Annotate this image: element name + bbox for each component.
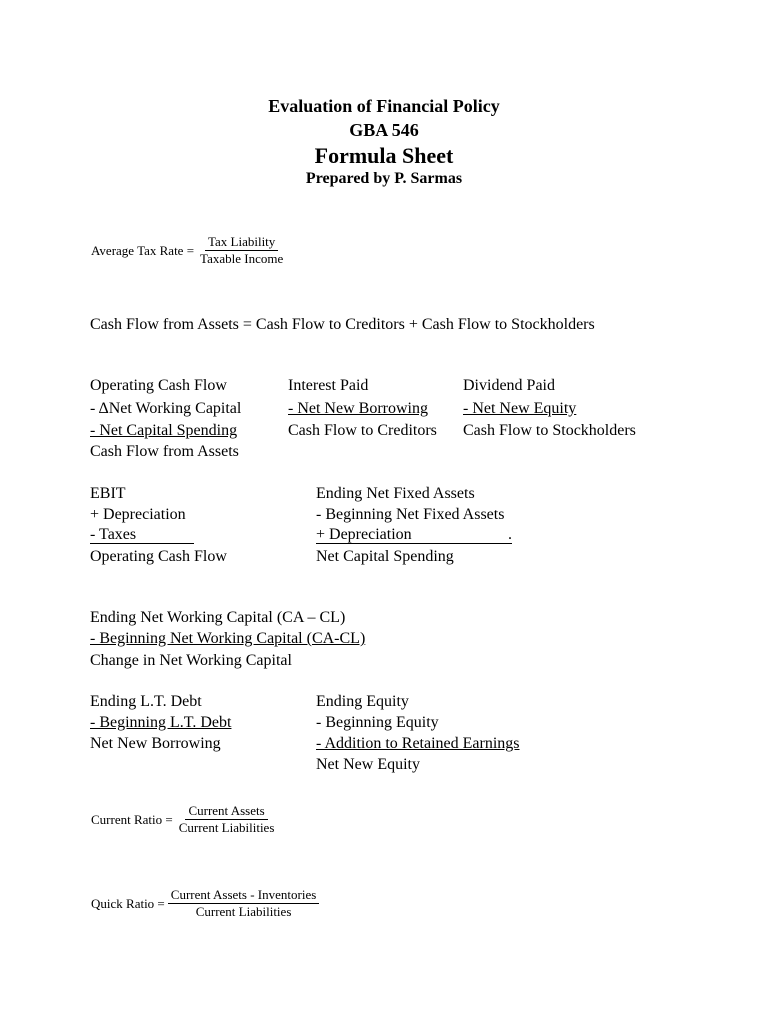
ncs-line-4: Net Capital Spending: [316, 548, 454, 565]
formula-label: Current Ratio =: [91, 811, 173, 827]
cfa-line-3: - Net Capital Spending: [90, 422, 238, 439]
cash-flow-identity: Cash Flow from Assets = Cash Flow to Creditors + Cash Flow to Stockholders: [90, 316, 595, 333]
borrowing-line-1: Ending L.T. Debt: [90, 693, 202, 710]
ocf-line-1: EBIT: [90, 485, 126, 502]
cfc-line-3: Cash Flow to Creditors: [288, 422, 437, 439]
cfc-line-2: - Net New Borrowing: [288, 400, 428, 417]
equity-line-4: Net New Equity: [316, 756, 420, 773]
numerator: Tax Liability: [205, 234, 278, 251]
ncs-line-3-text: + Depreciation: [316, 526, 412, 543]
cfs-line-1: Dividend Paid: [463, 377, 555, 394]
cfs-line-2: - Net New Equity: [463, 400, 577, 417]
cfc-line-1: Interest Paid: [288, 377, 369, 394]
quick-ratio-formula: [91, 887, 319, 920]
ocf-line-2: + Depreciation: [90, 506, 186, 523]
ocf-line-3: - Taxes: [90, 527, 194, 544]
ncs-line-1: Ending Net Fixed Assets: [316, 485, 475, 502]
document-title: Evaluation of Financial Policy: [268, 96, 500, 116]
equity-line-1: Ending Equity: [316, 693, 409, 710]
author-line: Prepared by P. Sarmas: [305, 170, 463, 187]
ocf-line-4: Operating Cash Flow: [90, 548, 227, 565]
course-code: GBA 546: [349, 120, 419, 140]
borrowing-line-2: - Beginning L.T. Debt: [90, 714, 232, 731]
cfs-line-3: Cash Flow to Stockholders: [463, 422, 636, 439]
numerator: Current Assets - Inventories: [168, 887, 320, 904]
formula-sheet-heading: Formula Sheet: [314, 143, 454, 168]
nwc-line-1: Ending Net Working Capital (CA – CL): [90, 609, 346, 626]
equity-line-2: - Beginning Equity: [316, 714, 439, 731]
nwc-line-3: Change in Net Working Capital: [90, 652, 292, 669]
fraction: [176, 803, 278, 836]
formula-label: Quick Ratio =: [91, 895, 165, 911]
current-ratio-formula: [91, 803, 277, 836]
denominator: Taxable Income: [200, 251, 284, 266]
numerator: Current Assets: [185, 803, 267, 820]
cfa-line-2: - ΔNet Working Capital: [90, 400, 242, 417]
cfa-line-1: Operating Cash Flow: [90, 377, 227, 394]
borrowing-line-3: Net New Borrowing: [90, 735, 221, 752]
denominator: Current Liabilities: [178, 820, 275, 835]
nwc-line-2: - Beginning Net Working Capital (CA-CL): [90, 630, 366, 647]
fraction: [168, 887, 320, 920]
ncs-line-3-period: .: [508, 526, 512, 543]
fraction: [197, 234, 286, 267]
cfa-line-4: Cash Flow from Assets: [90, 443, 239, 460]
ncs-line-3: [316, 527, 512, 544]
ncs-line-2: - Beginning Net Fixed Assets: [316, 506, 505, 523]
denominator: Current Liabilities: [195, 904, 292, 919]
formula-label: Average Tax Rate =: [91, 242, 195, 258]
average-tax-rate-formula: [91, 234, 286, 267]
equity-line-3: - Addition to Retained Earnings: [316, 735, 520, 752]
